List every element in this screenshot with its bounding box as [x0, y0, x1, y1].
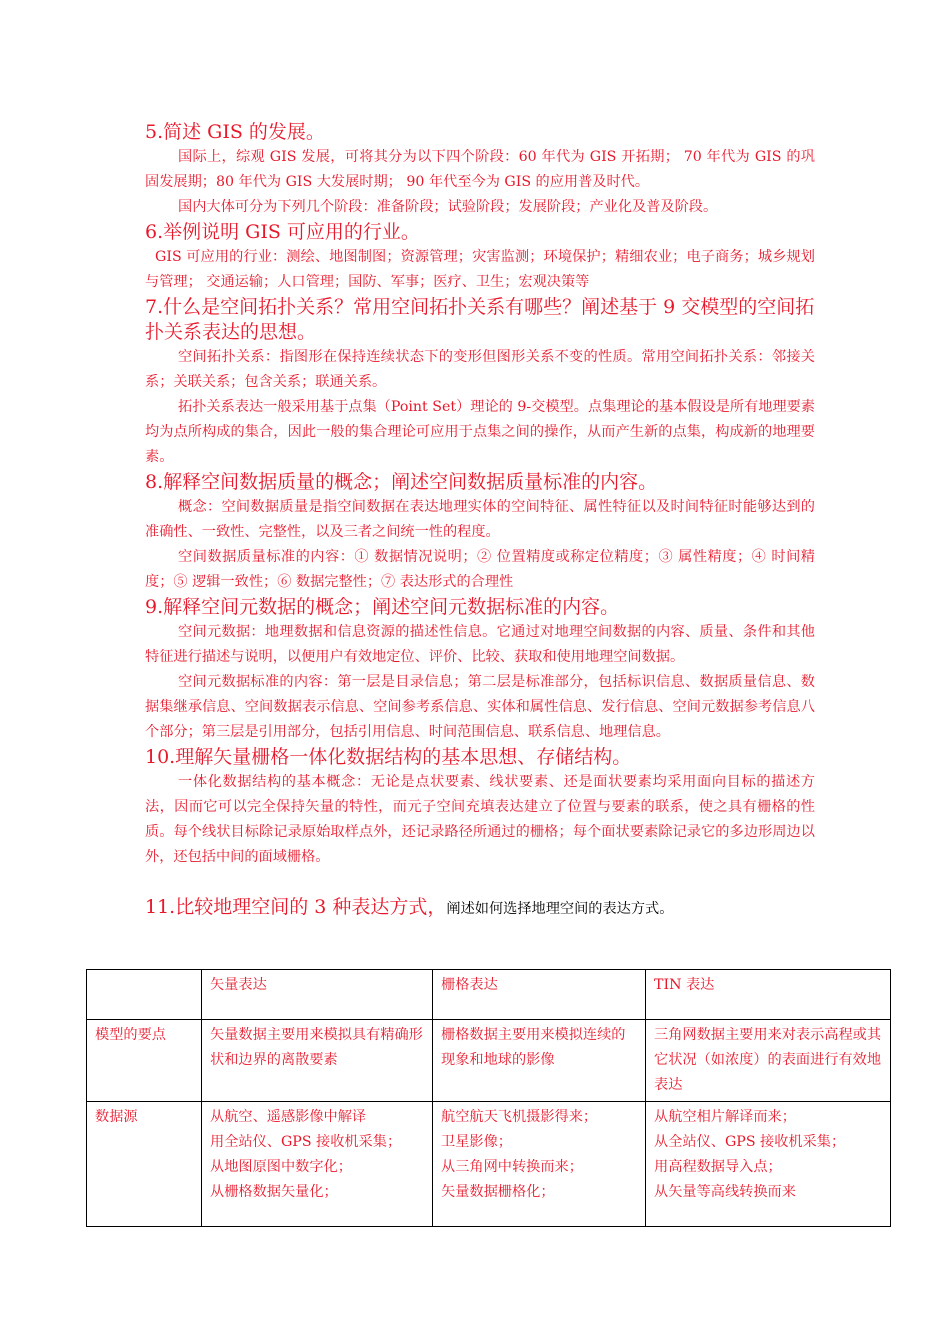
cell-line: 从栅格数据矢量化；: [210, 1184, 338, 1200]
table-header-cell: TIN 表达: [646, 970, 891, 1020]
section-11-heading: [145, 895, 815, 922]
section-9-heading: 9.解释空间元数据的概念；阐述空间元数据标准的内容。: [145, 596, 620, 618]
section-10-heading: 10.理解矢量栅格一体化数据结构的基本思想、存储结构。: [145, 746, 632, 768]
table-header-row: [87, 970, 891, 1020]
table-cell: [202, 1102, 433, 1227]
section-6-heading: 6.举例说明 GIS 可应用的行业。: [145, 221, 420, 243]
section-7-paragraph-1: 空间拓扑关系：指图形在保持连续状态下的变形但图形关系不变的性质。常用空间拓扑关系：邻接关系；关联关系；包含关系；联通关系。: [145, 349, 815, 390]
section-9-paragraph-1: 空间元数据：地理数据和信息资源的描述性信息。它通过对地理空间数据的内容、质量、条件和其他特征进行描述与说明，以便用户有效地定位、评价、比较、获取和使用地理空间数据。: [145, 624, 815, 665]
section-11-heading-text: 11.比较地理空间的 3 种表达方式，: [145, 896, 447, 918]
table-cell: 栅格数据主要用来模拟连续的现象和地球的影像: [433, 1020, 646, 1102]
table-row: [87, 1102, 891, 1227]
table-cell: 矢量数据主要用来模拟具有精确形状和边界的离散要素: [202, 1020, 433, 1102]
spacer: [145, 870, 815, 895]
table-row-label: 数据源: [87, 1102, 202, 1227]
comparison-table: [86, 969, 891, 1227]
table-cell: [433, 1102, 646, 1227]
cell-line: 矢量数据栅格化；: [441, 1184, 555, 1200]
cell-line: 从地图原图中数字化；: [210, 1159, 352, 1175]
cell-line: 航空航天飞机摄影得来；: [441, 1109, 598, 1125]
table-row-label: 模型的要点: [87, 1020, 202, 1102]
cell-line: 从全站仪、GPS 接收机采集；: [654, 1134, 846, 1150]
table-header-cell: 矢量表达: [202, 970, 433, 1020]
section-9-paragraph-2: 空间元数据标准的内容：第一层是目录信息；第二层是标准部分，包括标识信息、数据质量信息、数据集继承信息、空间数据表示信息、空间参考系信息、实体和属性信息、发行信息、空间元数据参考信息八个部分；第三层是引用部分，包括引用信息、时间范围信息、联系信息、地理信息。: [145, 674, 815, 740]
document-body: [145, 120, 815, 922]
cell-line: 用高程数据导入点；: [654, 1159, 782, 1175]
cell-line: 卫星影像；: [441, 1134, 512, 1150]
section-10-paragraph-1: 一体化数据结构的基本概念：无论是点状要素、线状要素、还是面状要素均采用面向目标的描述方法，因而它可以完全保持矢量的特性，而元子空间充填表达建立了位置与要素的联系，使之具有栅格的性质。每个线状目标除记录原始取样点外，还记录路径所通过的栅格；每个面状要素除记录它的多边形周边以外，还包括中间的面域栅格。: [145, 774, 815, 865]
cell-line: 从矢量等高线转换而来: [654, 1184, 796, 1200]
section-7-heading: 7.什么是空间拓扑关系？常用空间拓扑关系有哪些？阐述基于 9 交模型的空间拓扑关系表达的思想。: [145, 296, 815, 343]
section-7-paragraph-2: 拓扑关系表达一般采用基于点集（Point Set）理论的 9-交模型。点集理论的基本假设是所有地理要素均为点所构成的集合，因此一般的集合理论可应用于点集之间的操作，从而产生新的点集，构成新的地理要素。: [145, 399, 815, 465]
table-cell: 三角网数据主要用来对表示高程或其它状况（如浓度）的表面进行有效地表达: [646, 1020, 891, 1102]
section-8-paragraph-2: 空间数据质量标准的内容：① 数据情况说明；② 位置精度或称定位精度；③ 属性精度；④ 时间精度；⑤ 逻辑一致性；⑥ 数据完整性；⑦ 表达形式的合理性: [145, 549, 815, 590]
table-cell: [646, 1102, 891, 1227]
cell-line: 用全站仪、GPS 接收机采集；: [210, 1134, 402, 1150]
cell-line: 从三角网中转换而来；: [441, 1159, 583, 1175]
cell-line: 从航空相片解译而来；: [654, 1109, 796, 1125]
cell-line: 从航空、遥感影像中解译: [210, 1109, 367, 1125]
section-5-paragraph-2: 国内大体可分为下列几个阶段：准备阶段；试验阶段；发展阶段；产业化及普及阶段。: [178, 199, 718, 215]
section-8-paragraph-1: 概念：空间数据质量是指空间数据在表达地理实体的空间特征、属性特征以及时间特征时能够达到的准确性、一致性、完整性，以及三者之间统一性的程度。: [145, 499, 815, 540]
table-row: [87, 1020, 891, 1102]
section-5-heading: 5.简述 GIS 的发展。: [145, 121, 325, 143]
section-11-heading-note: 阐述如何选择地理空间的表达方式。: [446, 901, 674, 917]
section-8-heading: 8.解释空间数据质量的概念；阐述空间数据质量标准的内容。: [145, 471, 658, 493]
table-header-cell: [87, 970, 202, 1020]
section-5-paragraph-1: 国际上，综观 GIS 发展，可将其分为以下四个阶段：60 年代为 GIS 开拓期； 70 年代为 GIS 的巩固发展期；80 年代为 GIS 大发展时期； 90 年代至今为 GIS 的应用普及时代。: [145, 149, 815, 190]
section-6-paragraph-1: GIS 可应用的行业：测绘、地图制图；资源管理；灾害监测；环境保护；精细农业；电子商务；城乡规划与管理； 交通运输；人口管理；国防、军事；医疗、卫生；宏观决策等: [145, 249, 815, 290]
table-header-cell: 栅格表达: [433, 970, 646, 1020]
